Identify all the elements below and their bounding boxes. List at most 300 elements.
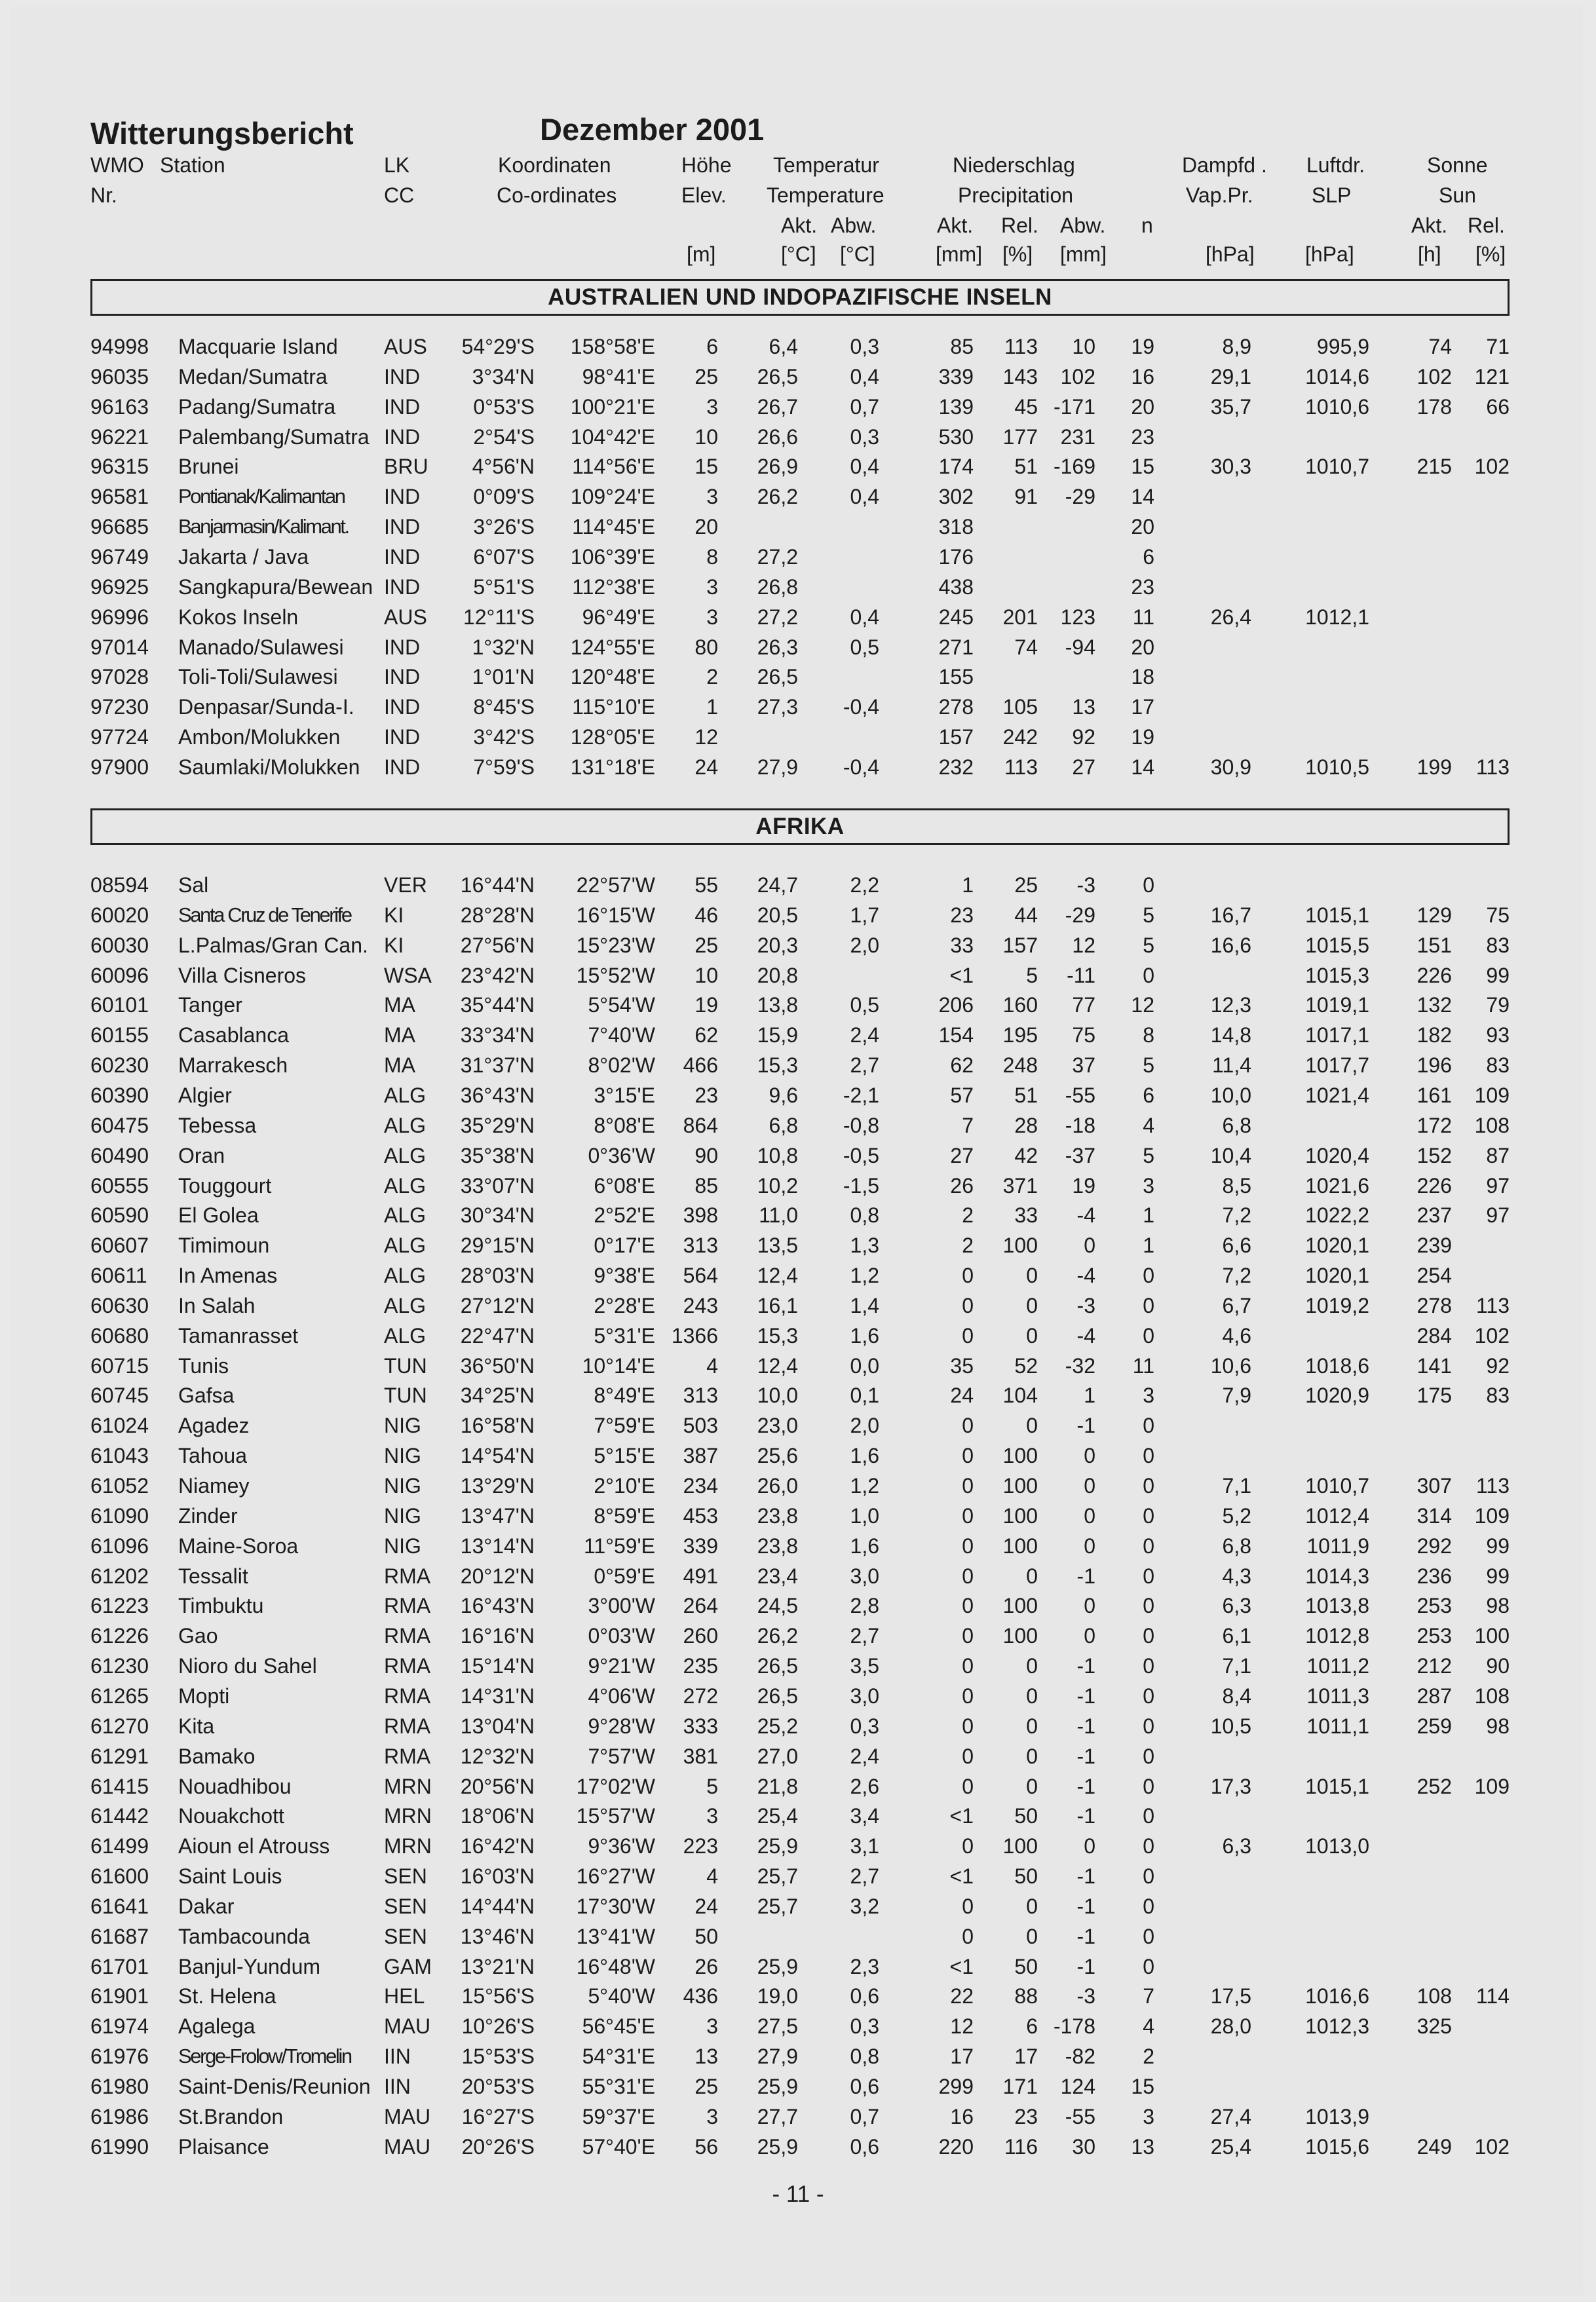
cell-prec-abw: 0 [1084, 1594, 1095, 1618]
cell-longitude: 114°45'E [572, 515, 655, 539]
cell-elevation: 19 [694, 993, 718, 1017]
cell-prec-days: 17 [1131, 695, 1154, 719]
header-station: Station [160, 153, 225, 177]
cell-country-code: ALG [384, 1293, 427, 1317]
cell-wmo-nr: 61090 [90, 1503, 149, 1528]
cell-prec-days: 6 [1143, 545, 1154, 569]
cell-prec-abw: 1 [1084, 1384, 1095, 1408]
cell-station-name: Casablanca [178, 1023, 289, 1047]
cell-prec-abw: 0 [1084, 1503, 1095, 1528]
cell-prec-abw: 92 [1072, 725, 1095, 749]
table-row [0, 990, 1596, 1020]
cell-vapour-pressure: 17,3 [1210, 1774, 1251, 1798]
cell-longitude: 3°00'W [588, 1594, 655, 1618]
cell-prec-akt: 0 [962, 1564, 974, 1588]
table-row [0, 512, 1596, 542]
cell-prec-rel: 0 [1026, 1323, 1038, 1348]
cell-prec-akt: 0 [962, 1323, 974, 1348]
table-row [0, 2102, 1596, 2132]
cell-temp-akt: 9,6 [769, 1084, 798, 1107]
cell-prec-akt: 0 [962, 1474, 974, 1498]
cell-vapour-pressure: 7,2 [1222, 1203, 1251, 1228]
cell-temp-akt: 12,4 [757, 1353, 798, 1378]
cell-longitude: 16°27'W [576, 1864, 655, 1889]
cell-latitude: 13°04'N [460, 1714, 535, 1738]
cell-temp-akt: 20,5 [757, 903, 798, 927]
cell-prec-rel: 88 [1014, 1984, 1038, 2009]
cell-sun-rel: 113 [1475, 1293, 1510, 1317]
cell-prec-rel: 242 [1002, 725, 1038, 749]
header-sun-unit-2: [%] [1475, 242, 1506, 266]
cell-sea-level-pressure: 1015,1 [1305, 903, 1369, 927]
cell-temp-akt: 26,5 [757, 665, 798, 689]
cell-vapour-pressure: 8,5 [1222, 1173, 1251, 1198]
cell-vapour-pressure: 11,4 [1212, 1053, 1251, 1078]
cell-vapour-pressure: 30,3 [1210, 455, 1251, 479]
cell-station-name: Touggourt [178, 1173, 272, 1198]
cell-wmo-nr: 61230 [90, 1654, 149, 1678]
cell-elevation: 4 [706, 1353, 718, 1378]
cell-temp-abw: 3,0 [850, 1684, 879, 1708]
cell-temp-abw: 1,7 [850, 903, 879, 927]
table-row [0, 1260, 1596, 1291]
cell-station-name: Santa Cruz de Tenerife [178, 903, 351, 926]
cell-prec-days: 12 [1131, 993, 1154, 1017]
cell-elevation: 25 [694, 2075, 718, 2098]
cell-wmo-nr: 61270 [90, 1714, 149, 1738]
cell-prec-abw: 10 [1072, 335, 1095, 358]
table-row [0, 2041, 1596, 2071]
cell-prec-rel: 157 [1002, 933, 1038, 957]
cell-prec-akt: 57 [950, 1084, 974, 1107]
cell-sun-akt: 172 [1416, 1113, 1452, 1137]
cell-sun-akt: 215 [1416, 455, 1452, 479]
cell-elevation: 398 [683, 1203, 718, 1228]
cell-vapour-pressure: 16,6 [1210, 933, 1251, 957]
cell-prec-akt: 12 [950, 2014, 974, 2039]
cell-wmo-nr: 61980 [90, 2075, 149, 2098]
cell-latitude: 2°54'S [473, 425, 535, 449]
cell-station-name: Nouakchott [178, 1804, 284, 1828]
cell-temp-akt: 15,3 [757, 1053, 798, 1078]
cell-prec-days: 5 [1143, 903, 1154, 927]
cell-sea-level-pressure: 1015,1 [1305, 1774, 1369, 1798]
cell-temp-akt: 19,0 [757, 1984, 798, 2009]
cell-country-code: RMA [384, 1564, 431, 1588]
cell-station-name: Tanger [178, 993, 242, 1017]
cell-longitude: 10°14'E [582, 1353, 655, 1378]
cell-vapour-pressure: 25,4 [1210, 2134, 1251, 2159]
cell-station-name: Toli-Toli/Sulawesi [178, 665, 338, 689]
header-prec-unit-2: [%] [1002, 242, 1033, 266]
cell-vapour-pressure: 29,1 [1210, 364, 1251, 388]
cell-elevation: 864 [683, 1113, 718, 1137]
cell-sun-rel: 98 [1486, 1594, 1510, 1618]
cell-latitude: 36°50'N [460, 1353, 535, 1378]
cell-prec-days: 0 [1143, 1864, 1154, 1889]
cell-station-name: Kita [178, 1714, 215, 1738]
cell-prec-days: 0 [1143, 1293, 1154, 1317]
table-row [0, 1621, 1596, 1651]
cell-longitude: 2°10'E [594, 1474, 655, 1498]
cell-sea-level-pressure: 1012,4 [1305, 1503, 1369, 1528]
cell-temp-abw: 0,6 [850, 2075, 879, 2098]
cell-station-name: Dakar [178, 1894, 235, 1918]
cell-sun-rel: 97 [1486, 1203, 1510, 1228]
cell-wmo-nr: 60680 [90, 1323, 149, 1348]
cell-temp-akt: 26,7 [757, 394, 798, 419]
cell-vapour-pressure: 6,8 [1222, 1113, 1251, 1137]
cell-prec-rel: 113 [1004, 335, 1038, 358]
cell-temp-abw: 2,0 [850, 1414, 879, 1438]
cell-prec-rel: 25 [1014, 873, 1038, 897]
cell-elevation: 62 [694, 1023, 718, 1047]
cell-country-code: RMA [384, 1594, 431, 1618]
cell-prec-rel: 177 [1002, 425, 1038, 449]
cell-prec-akt: 22 [950, 1984, 974, 2009]
cell-latitude: 13°46'N [460, 1924, 535, 1948]
cell-prec-rel: 100 [1002, 1234, 1038, 1258]
cell-temp-akt: 20,8 [757, 963, 798, 987]
cell-prec-akt: 33 [950, 933, 974, 957]
cell-prec-abw: 37 [1072, 1053, 1095, 1078]
cell-elevation: 20 [694, 515, 718, 539]
cell-prec-abw: -4 [1076, 1264, 1095, 1288]
cell-vapour-pressure: 5,2 [1222, 1503, 1251, 1528]
cell-wmo-nr: 94998 [90, 335, 149, 358]
cell-prec-days: 1 [1143, 1203, 1154, 1228]
cell-prec-akt: 0 [962, 1534, 974, 1558]
cell-vapour-pressure: 6,7 [1222, 1293, 1251, 1317]
cell-prec-akt: <1 [949, 1804, 974, 1828]
cell-sun-rel: 99 [1486, 1564, 1510, 1588]
cell-latitude: 23°42'N [460, 963, 535, 987]
cell-prec-akt: 27 [950, 1143, 974, 1167]
cell-wmo-nr: 61986 [90, 2104, 149, 2128]
cell-prec-akt: 0 [962, 1414, 974, 1438]
cell-station-name: Saint-Denis/Reunion [178, 2075, 371, 2098]
cell-country-code: RMA [384, 1714, 431, 1738]
cell-elevation: 1 [706, 695, 718, 719]
header-prec-n: n [1141, 214, 1153, 237]
cell-prec-rel: 100 [1002, 1834, 1038, 1859]
header-elev: Elev. [681, 183, 727, 207]
cell-wmo-nr: 61202 [90, 1564, 149, 1588]
cell-longitude: 3°15'E [594, 1084, 655, 1107]
cell-longitude: 104°42'E [570, 425, 655, 449]
cell-sea-level-pressure: 1022,2 [1305, 1203, 1369, 1228]
cell-temp-akt: 27,3 [757, 695, 798, 719]
cell-wmo-nr: 96685 [90, 515, 149, 539]
cell-sun-rel: 102 [1474, 455, 1510, 479]
cell-sun-akt: 175 [1416, 1384, 1452, 1408]
cell-sea-level-pressure: 995,9 [1316, 335, 1369, 358]
cell-prec-days: 5 [1143, 933, 1154, 957]
cell-prec-abw: -3 [1076, 1984, 1095, 2009]
cell-sun-rel: 98 [1486, 1714, 1510, 1738]
cell-prec-akt: 0 [962, 1293, 974, 1317]
cell-prec-akt: 157 [938, 725, 974, 749]
cell-prec-akt: 339 [938, 364, 974, 388]
cell-prec-akt: 174 [938, 455, 974, 479]
cell-prec-akt: 176 [938, 545, 974, 569]
table-row [0, 1501, 1596, 1531]
cell-sun-rel: 100 [1474, 1624, 1510, 1648]
cell-prec-rel: 52 [1014, 1353, 1038, 1378]
table-row [0, 1410, 1596, 1441]
cell-prec-days: 0 [1143, 1744, 1154, 1768]
cell-prec-days: 23 [1131, 575, 1154, 599]
cell-prec-days: 20 [1131, 515, 1154, 539]
cell-sun-akt: 129 [1416, 903, 1452, 927]
header-temp-abw: Abw. [831, 214, 877, 237]
cell-elevation: 387 [683, 1444, 718, 1468]
cell-sun-akt: 307 [1416, 1474, 1452, 1498]
table-row [0, 1711, 1596, 1741]
cell-sun-rel: 97 [1486, 1173, 1510, 1198]
cell-temp-akt: 25,9 [757, 2075, 798, 2098]
cell-elevation: 313 [683, 1384, 718, 1408]
cell-temp-abw: -1,5 [843, 1173, 879, 1198]
cell-sun-rel: 71 [1486, 335, 1510, 358]
cell-country-code: RMA [384, 1624, 431, 1648]
cell-temp-abw: 1,0 [850, 1503, 879, 1528]
table-row [0, 1561, 1596, 1591]
cell-latitude: 16°58'N [460, 1414, 535, 1438]
cell-longitude: 57°40'E [582, 2134, 655, 2159]
cell-latitude: 1°01'N [472, 665, 535, 689]
cell-temp-akt: 23,8 [757, 1503, 798, 1528]
cell-prec-abw: -1 [1076, 1924, 1095, 1948]
cell-vapour-pressure: 12,3 [1210, 993, 1251, 1017]
cell-latitude: 3°34'N [472, 364, 535, 388]
cell-temp-akt: 23,4 [757, 1564, 798, 1588]
cell-temp-akt: 10,2 [757, 1173, 798, 1198]
table-row [0, 1801, 1596, 1831]
cell-elevation: 491 [683, 1564, 718, 1588]
cell-prec-akt: 0 [962, 1774, 974, 1798]
cell-temp-akt: 25,6 [757, 1444, 798, 1468]
cell-vapour-pressure: 10,5 [1210, 1714, 1251, 1738]
cell-latitude: 30°34'N [460, 1203, 535, 1228]
cell-temp-akt: 10,0 [757, 1384, 798, 1408]
cell-vapour-pressure: 35,7 [1210, 394, 1251, 419]
header-temp-unit-2: [°C] [840, 242, 875, 266]
cell-prec-akt: 206 [938, 993, 974, 1017]
cell-prec-akt: 2 [962, 1203, 974, 1228]
header-elev-unit: [m] [687, 242, 716, 266]
cell-prec-rel: 248 [1002, 1053, 1038, 1078]
cell-wmo-nr: 60630 [90, 1293, 149, 1317]
cell-latitude: 16°27'S [461, 2104, 535, 2128]
cell-longitude: 106°39'E [570, 545, 655, 569]
cell-vapour-pressure: 8,4 [1222, 1684, 1251, 1708]
cell-longitude: 9°38'E [594, 1264, 655, 1288]
cell-country-code: IND [384, 364, 421, 388]
cell-latitude: 27°12'N [460, 1293, 535, 1317]
cell-longitude: 7°57'W [588, 1744, 655, 1768]
cell-elevation: 3 [706, 2014, 718, 2039]
cell-country-code: MA [384, 1023, 415, 1047]
cell-sea-level-pressure: 1020,9 [1305, 1384, 1369, 1408]
cell-temp-abw: -2,1 [843, 1084, 879, 1107]
cell-longitude: 54°31'E [582, 2045, 655, 2069]
cell-longitude: 2°52'E [594, 1203, 655, 1228]
cell-temp-akt: 11,0 [759, 1203, 798, 1228]
table-row [0, 1771, 1596, 1802]
cell-sea-level-pressure: 1010,6 [1305, 394, 1369, 419]
cell-latitude: 14°31'N [460, 1684, 535, 1708]
cell-vapour-pressure: 7,1 [1222, 1474, 1251, 1498]
cell-country-code: IND [384, 575, 421, 599]
cell-sea-level-pressure: 1013,8 [1305, 1594, 1369, 1618]
table-row [0, 1591, 1596, 1621]
cell-latitude: 12°32'N [460, 1744, 535, 1768]
cell-temp-abw: 2,0 [850, 933, 879, 957]
cell-temp-abw: 0,4 [850, 605, 879, 629]
cell-latitude: 28°03'N [460, 1264, 535, 1288]
cell-sun-akt: 236 [1416, 1564, 1452, 1588]
cell-country-code: WSA [384, 963, 432, 987]
cell-elevation: 3 [706, 605, 718, 629]
cell-sea-level-pressure: 1013,9 [1305, 2104, 1369, 2128]
cell-longitude: 16°15'W [576, 903, 655, 927]
cell-longitude: 2°28'E [594, 1293, 655, 1317]
cell-prec-days: 4 [1143, 2014, 1154, 2039]
cell-temp-akt: 25,2 [757, 1714, 798, 1738]
cell-wmo-nr: 61990 [90, 2134, 149, 2159]
cell-prec-akt: 271 [938, 635, 974, 659]
cell-longitude: 115°10'E [572, 695, 655, 719]
cell-prec-rel: 100 [1002, 1444, 1038, 1468]
cell-station-name: Pontianak/Kalimantan [178, 485, 345, 508]
cell-temp-abw: -0,4 [843, 755, 879, 779]
cell-elevation: 24 [694, 1894, 718, 1918]
cell-sun-rel: 102 [1474, 1323, 1510, 1348]
cell-elevation: 3 [706, 485, 718, 509]
cell-temp-akt: 27,0 [757, 1744, 798, 1768]
table-row [0, 1741, 1596, 1771]
cell-prec-days: 0 [1143, 1264, 1154, 1288]
header-sun-unit-1: [h] [1418, 242, 1441, 266]
table-row [0, 451, 1596, 481]
cell-sea-level-pressure: 1020,4 [1305, 1143, 1369, 1167]
cell-sun-rel: 83 [1486, 1384, 1510, 1408]
cell-temp-akt: 13,8 [757, 993, 798, 1017]
cell-station-name: Mopti [178, 1684, 230, 1708]
table-row [0, 692, 1596, 722]
cell-temp-abw: 0,3 [850, 1714, 879, 1738]
header-prec-rel: Rel. [1001, 214, 1038, 237]
cell-longitude: 8°02'W [588, 1053, 655, 1078]
report-title: Witterungsbericht [90, 116, 354, 151]
cell-prec-abw: 77 [1072, 993, 1095, 1017]
cell-longitude: 0°03'W [588, 1624, 655, 1648]
cell-temp-abw: 0,6 [850, 2134, 879, 2159]
cell-temp-abw: 1,6 [850, 1534, 879, 1558]
cell-vapour-pressure: 7,9 [1222, 1384, 1251, 1408]
cell-prec-abw: 124 [1060, 2075, 1095, 2098]
cell-wmo-nr: 60390 [90, 1084, 149, 1107]
cell-sun-akt: 254 [1416, 1264, 1452, 1288]
cell-prec-abw: 123 [1060, 605, 1095, 629]
cell-prec-rel: 45 [1014, 394, 1038, 419]
cell-country-code: ALG [384, 1234, 427, 1258]
cell-longitude: 98°41'E [582, 364, 655, 388]
cell-latitude: 28°28'N [460, 903, 535, 927]
cell-sun-akt: 253 [1416, 1624, 1452, 1648]
cell-elevation: 381 [683, 1744, 718, 1768]
cell-station-name: Algier [178, 1084, 232, 1107]
cell-prec-abw: 75 [1072, 1023, 1095, 1047]
cell-country-code: AUS [384, 335, 427, 358]
cell-prec-abw: -29 [1065, 903, 1095, 927]
cell-temp-abw: 0,6 [850, 1984, 879, 2009]
cell-wmo-nr: 96581 [90, 485, 149, 509]
cell-longitude: 0°59'E [594, 1564, 655, 1588]
cell-latitude: 29°15'N [460, 1234, 535, 1258]
cell-sea-level-pressure: 1010,7 [1305, 1474, 1369, 1498]
cell-prec-akt: 245 [938, 605, 974, 629]
cell-sun-rel: 109 [1474, 1084, 1510, 1107]
cell-temp-akt: 26,8 [757, 575, 798, 599]
cell-country-code: MRN [384, 1804, 432, 1828]
cell-latitude: 33°34'N [460, 1023, 535, 1047]
cell-sun-akt: 102 [1416, 364, 1452, 388]
cell-latitude: 3°26'S [473, 515, 535, 539]
cell-prec-abw: 0 [1084, 1444, 1095, 1468]
table-row [0, 752, 1596, 782]
cell-temp-abw: 3,4 [850, 1804, 879, 1828]
table-row [0, 1200, 1596, 1230]
cell-temp-akt: 24,5 [757, 1594, 798, 1618]
cell-temp-akt: 26,5 [757, 1654, 798, 1678]
cell-sun-akt: 182 [1416, 1023, 1452, 1047]
cell-wmo-nr: 97028 [90, 665, 149, 689]
cell-elevation: 12 [694, 725, 718, 749]
cell-elevation: 243 [683, 1293, 718, 1317]
cell-country-code: IND [384, 394, 421, 419]
cell-elevation: 264 [683, 1594, 718, 1618]
cell-elevation: 333 [683, 1714, 718, 1738]
cell-prec-abw: -29 [1065, 485, 1095, 509]
cell-sun-akt: 74 [1428, 335, 1452, 358]
cell-prec-days: 0 [1143, 1323, 1154, 1348]
report-month: Dezember 2001 [540, 112, 765, 147]
cell-latitude: 1°32'N [472, 635, 535, 659]
cell-latitude: 35°38'N [460, 1143, 535, 1167]
cell-wmo-nr: 60020 [90, 903, 149, 927]
cell-station-name: Agalega [178, 2014, 256, 2039]
cell-prec-rel: 0 [1026, 1714, 1038, 1738]
cell-prec-rel: 0 [1026, 1924, 1038, 1948]
cell-prec-rel: 6 [1026, 2014, 1038, 2039]
cell-vapour-pressure: 7,1 [1222, 1654, 1251, 1678]
cell-country-code: NIG [384, 1444, 421, 1468]
cell-latitude: 15°53'S [461, 2045, 535, 2069]
cell-longitude: 0°17'E [594, 1234, 655, 1258]
cell-sun-rel: 93 [1486, 1023, 1510, 1047]
cell-station-name: Plaisance [178, 2134, 269, 2159]
header-prec-abw: Abw. [1060, 214, 1106, 237]
cell-elevation: 1366 [671, 1323, 718, 1348]
cell-prec-akt: 0 [962, 1684, 974, 1708]
cell-station-name: Ambon/Molukken [178, 725, 341, 749]
cell-prec-abw: 13 [1072, 695, 1095, 719]
cell-elevation: 26 [694, 1954, 718, 1978]
table-row [0, 1441, 1596, 1471]
cell-vapour-pressure: 7,2 [1222, 1264, 1251, 1288]
